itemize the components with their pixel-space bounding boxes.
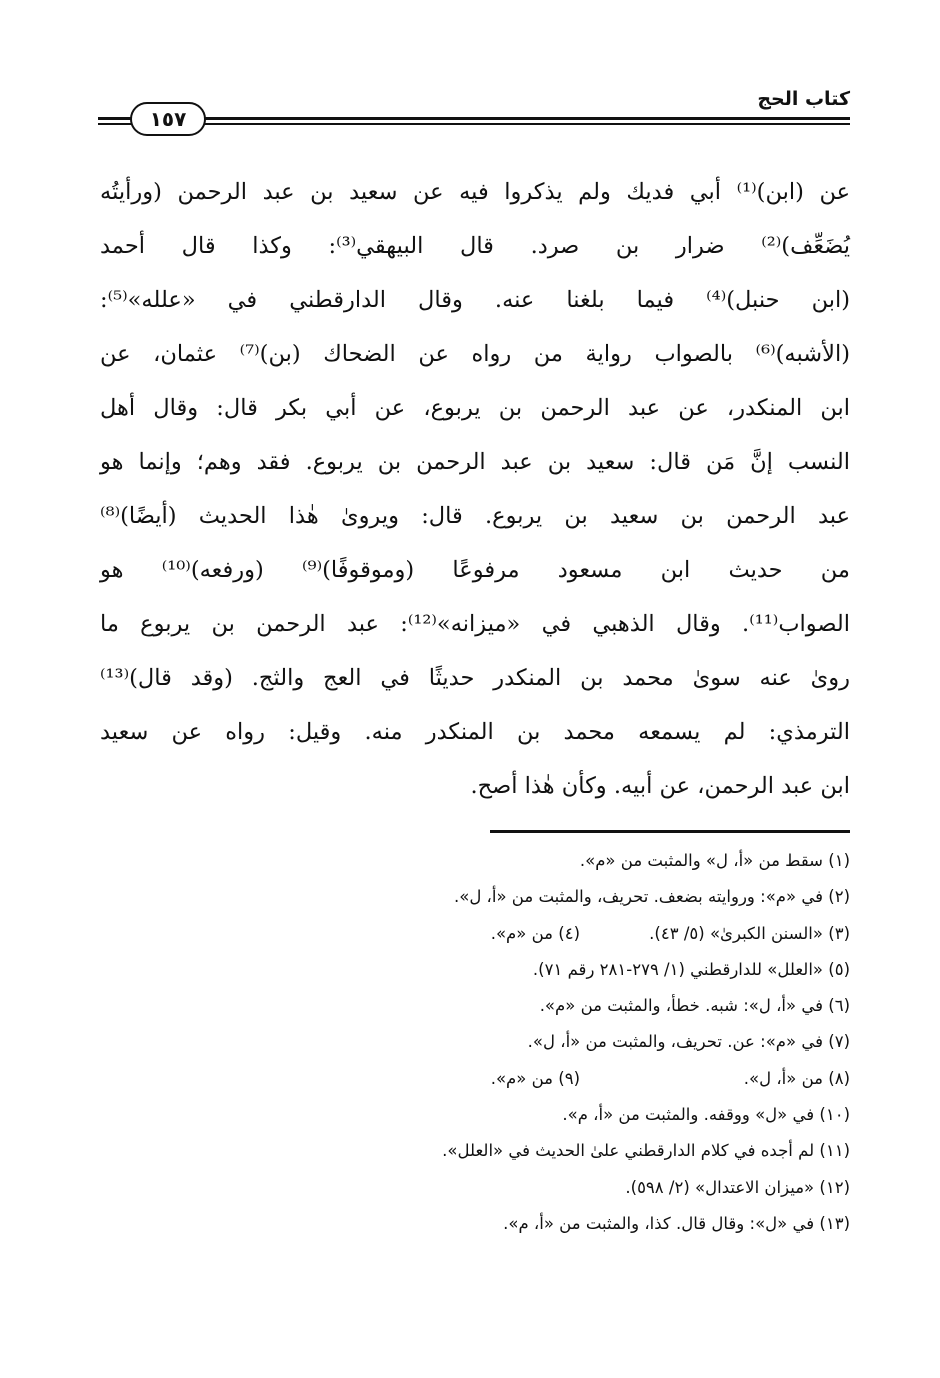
footnote: (١) سقط من «أ، ل» والمثبت من «م». <box>579 851 850 870</box>
footnote: (٤) من «م». <box>490 923 580 943</box>
text-line: عن (ابن)⁽¹⁾ أبي فديك ولم يذكروا فيه عن سعيد بن عبد الرحمن (ورأيتُه <box>100 179 850 205</box>
footnote-pair <box>100 916 850 952</box>
header-rule <box>203 117 850 120</box>
footnote: (٧) في «م»: عن. تحريف، والمثبت من «أ، ل». <box>527 1032 850 1052</box>
footnote: (٦) في «أ، ل»: شبه. خطأ، والمثبت من «م». <box>539 996 850 1016</box>
running-title: كتاب الحج <box>757 88 850 110</box>
main-text <box>100 165 850 813</box>
text-line: الصواب⁽¹¹⁾. وقال الذهبي في «ميزانه»⁽¹²⁾: عبد الرحمن بن يربوع ما <box>100 611 850 637</box>
text-line: ابن عبد الرحمن، عن أبيه. وكأن هٰذا أصح. <box>470 773 850 799</box>
header-rule <box>98 123 134 125</box>
footnote: (٩) من «م». <box>490 1068 580 1088</box>
text-line: عبد الرحمن بن سعيد بن يربوع. قال: ويروىٰ هٰذا الحديث (أيضًا)⁽⁸⁾ <box>100 503 850 529</box>
text-line: يُضَعِّف)⁽²⁾ ضرار بن صرد. قال البيهقي⁽³⁾: وكذا قال أحمد <box>100 233 850 259</box>
page-header <box>98 88 850 140</box>
footnotes <box>100 843 850 1242</box>
footnote: (٥) «العلل» للدارقطني (١/ ٢٧٩-٢٨١ رقم ٧١). <box>532 959 850 979</box>
footnote-separator <box>490 830 850 833</box>
text-line: ابن المنكدر، عن عبد الرحمن بن يربوع، عن أبي بكر قال: وقال أهل <box>100 395 850 421</box>
text-line: (ابن حنبل)⁽⁴⁾ فيما بلغنا عنه. وقال الدارقطني في «علله»⁽⁵⁾: <box>100 287 850 313</box>
footnote: (١٢) «ميزان الاعتدال» (٢/ ٥٩٨). <box>625 1177 850 1197</box>
text-line: النسب إنَّ مَن قال: سعيد بن عبد الرحمن بن يربوع. فقد وهم؛ وإنما هو <box>100 449 850 475</box>
page-number: ١٥٧ <box>130 102 206 136</box>
text-line: (الأشبه)⁽⁶⁾ بالصواب رواية من رواه عن الضحاك (بن)⁽⁷⁾ عثمان، عن <box>100 341 850 367</box>
footnote: (١١) لم أجده في كلام الدارقطني علىٰ الحديث في «العلل». <box>442 1141 850 1161</box>
text-line: من حديث ابن مسعود مرفوعًا (وموقوفًا)⁽⁹⁾ (ورفعه)⁽¹⁰⁾ هو <box>100 557 850 583</box>
footnote-pair <box>100 1061 850 1097</box>
footnote: (٣) «السنن الكبرىٰ» (٥/ ٤٣). <box>649 923 850 943</box>
header-rule <box>98 117 134 120</box>
footnote: (١٣) في «ل»: وقال قال. كذا، والمثبت من «أ، م». <box>503 1213 850 1233</box>
footnote: (٢) في «م»: وروايته بضعف. تحريف، والمثبت من «أ، ل». <box>453 887 850 907</box>
header-rule <box>203 123 850 125</box>
text-line: الترمذي: لم يسمعه محمد بن المنكدر منه. وقيل: رواه عن سعيد <box>100 719 850 745</box>
footnote: (١٠) في «ل» ووقفه. والمثبت من «أ، م». <box>562 1105 850 1125</box>
footnote: (٨) من «أ، ل». <box>743 1068 850 1088</box>
text-line: رویٰ عنه سوىٰ محمد بن المنكدر حديثًا في العج والثج. (وقد قال)⁽¹³⁾ <box>100 665 850 691</box>
